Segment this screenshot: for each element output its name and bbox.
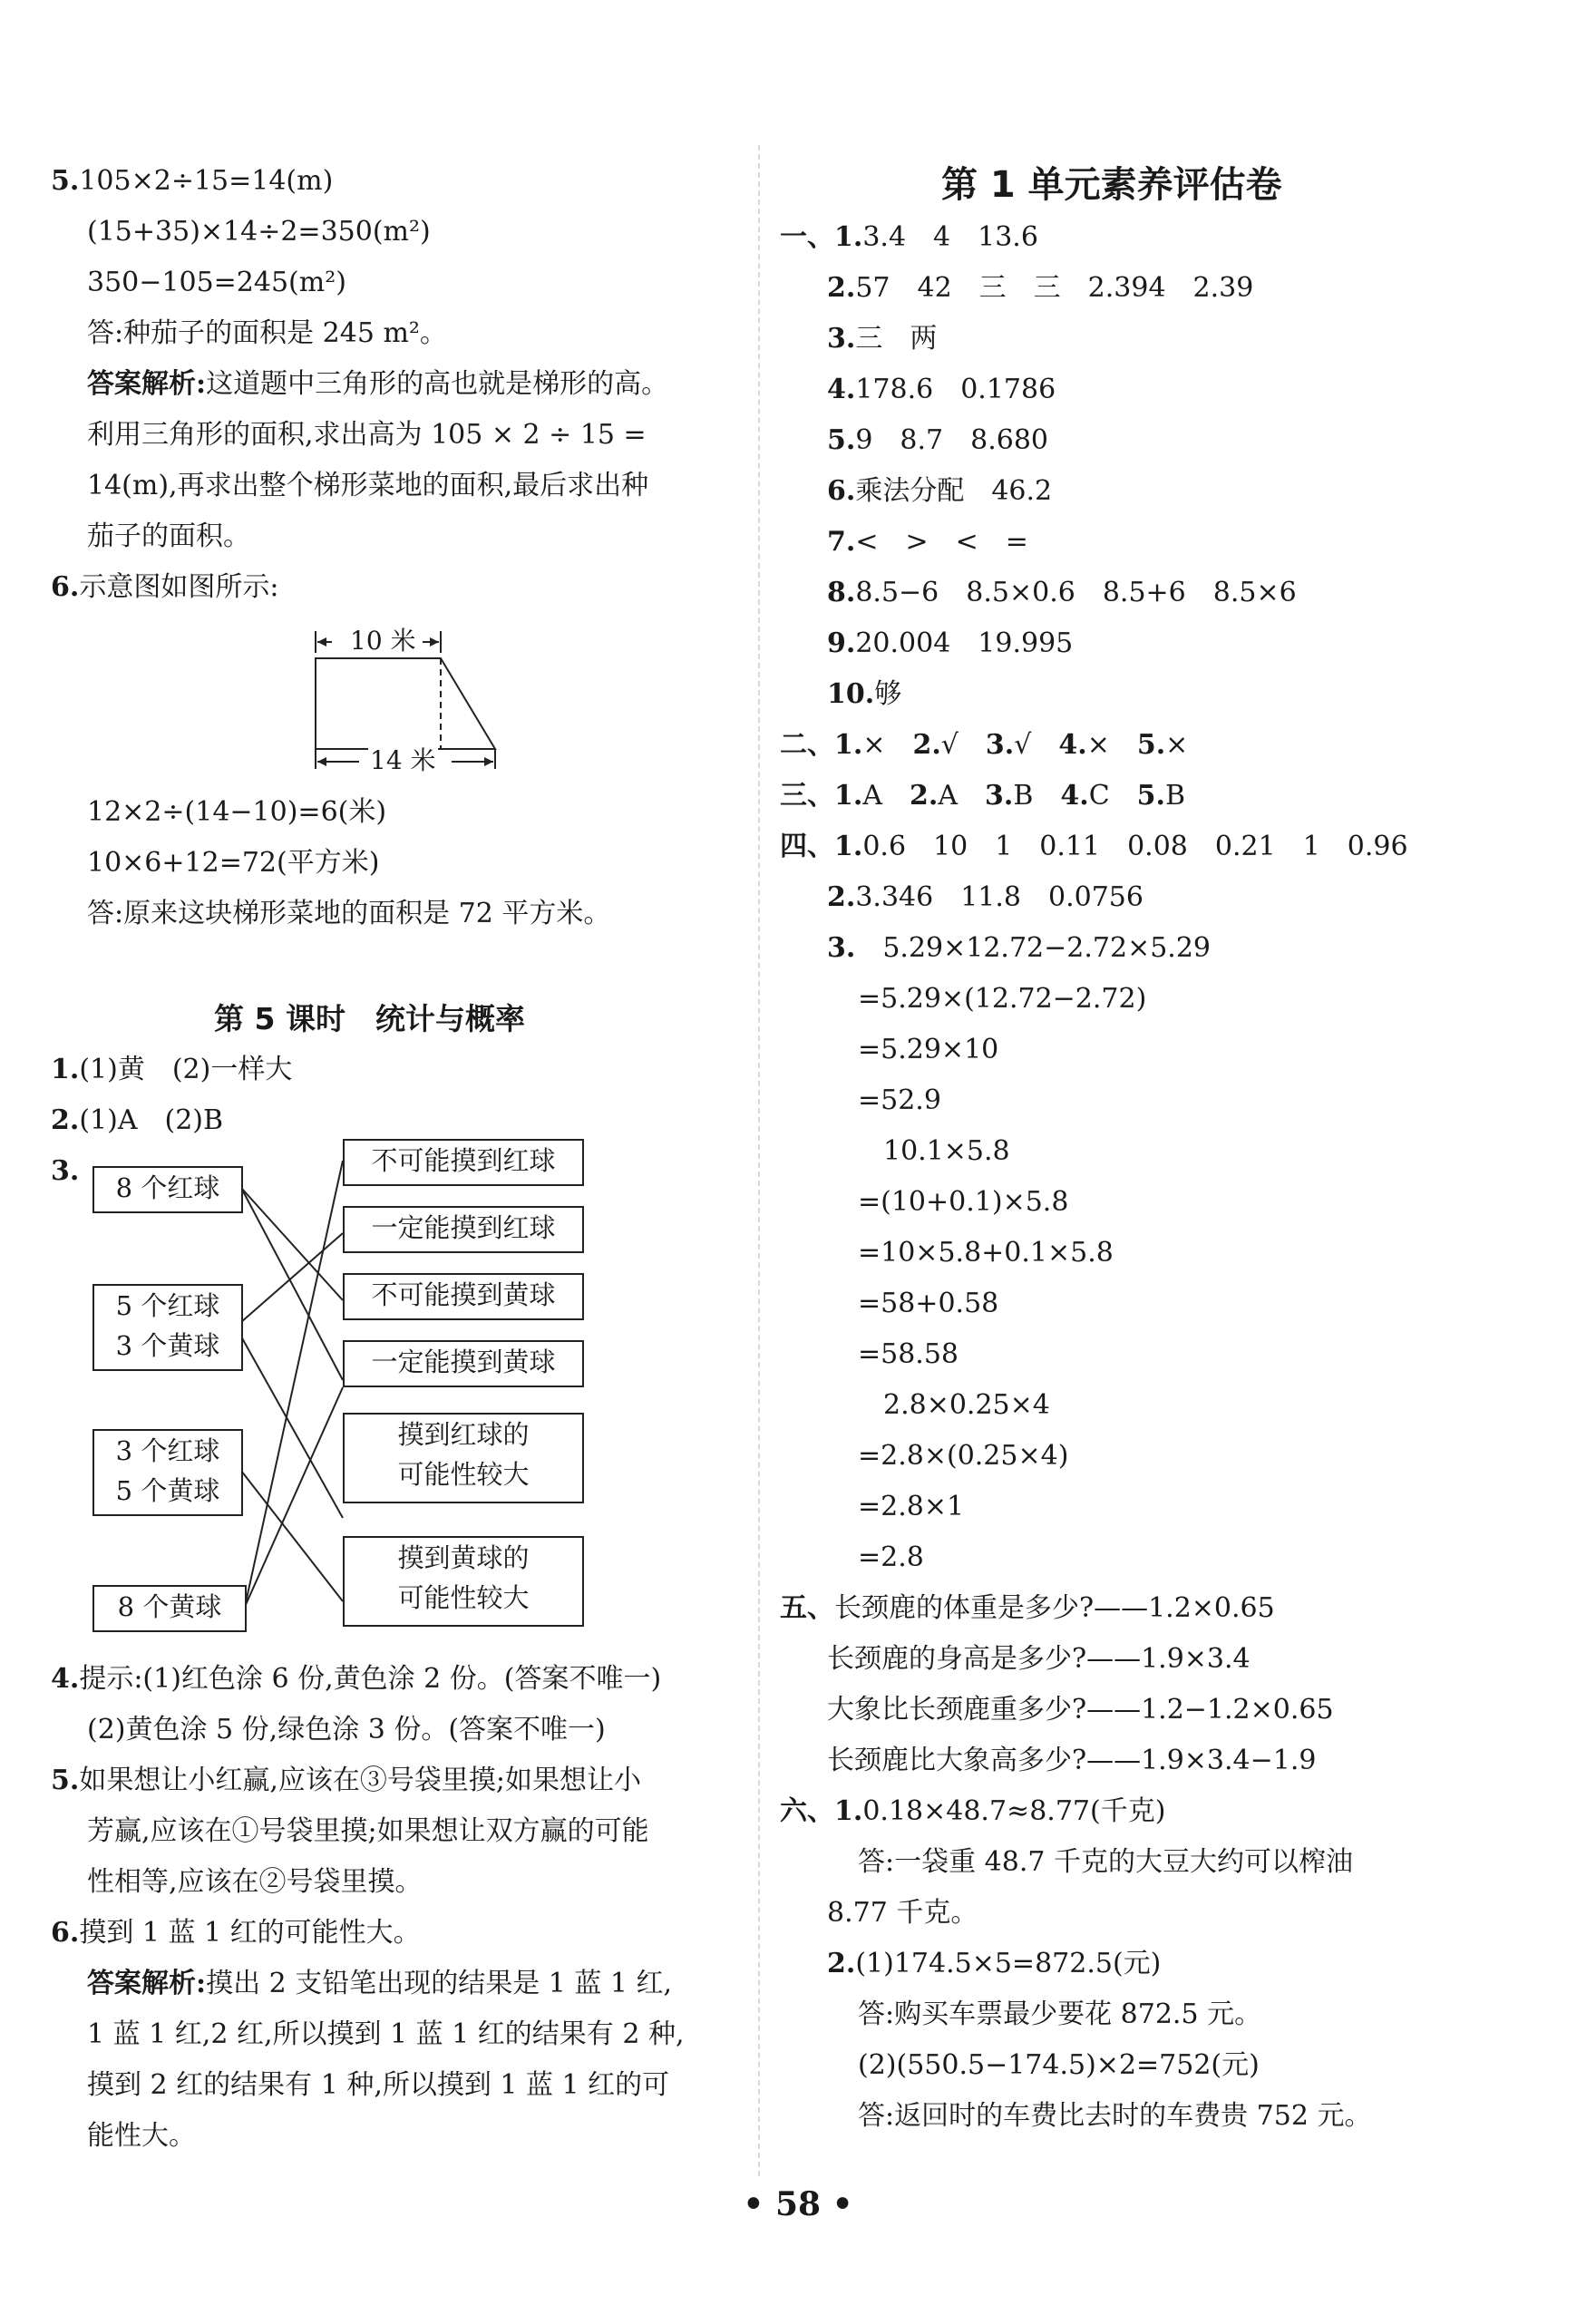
column-divider [758, 145, 760, 2176]
s3-number: 3. [51, 1155, 80, 1187]
item-text: 0.18×48.7≈8.77(千克) [862, 1795, 1166, 1827]
calc3-step-1: 2.8×0.25×4 [883, 1389, 1050, 1421]
result-box-text: 一定能摸到黄球 [371, 1347, 556, 1377]
analysis-text: 摸出 2 支铅笔出现的结果是 1 蓝 1 红, [206, 1968, 673, 1999]
item-number: 7. [827, 526, 856, 558]
s4-number: 4. [51, 1663, 80, 1695]
analysis-label: 答案解析: [87, 368, 207, 400]
result-box-text: 不可能摸到红球 [371, 1145, 556, 1176]
q5-formula-3: 350−105=245(m²) [87, 267, 346, 298]
item-number: 2. [827, 881, 856, 913]
p1-item-4 [827, 372, 1056, 408]
s4-text: 提示:(1)红色涂 6 份,黄色涂 2 份。(答案不唯一) [79, 1663, 662, 1695]
item-text: A [862, 780, 882, 812]
s2-number: 2. [51, 1104, 80, 1136]
part5-label: 五、 [780, 1592, 834, 1624]
ball-box-text: 5 个黄球 [115, 1475, 220, 1506]
item-text: √ [940, 729, 959, 761]
p1-item-7 [827, 524, 1028, 560]
q5-formula-1: 105×2÷15=14(m) [79, 165, 334, 197]
p1-item-3 [827, 321, 937, 357]
p1-item-2 [827, 270, 1253, 306]
calc2-step-1: 10.1×5.8 [883, 1135, 1010, 1167]
item-number: 9. [827, 627, 856, 659]
result-box-text: 不可能摸到黄球 [371, 1279, 556, 1310]
s6-text: 摸到 1 蓝 1 红的可能性大。 [79, 1917, 421, 1949]
result-box-cannot-yellow [343, 1273, 584, 1320]
p6-q1-answer-1: 答:一袋重 48.7 千克的大豆大约可以榨油 [858, 1846, 1353, 1878]
s6-analysis-line-1 [87, 1966, 672, 2002]
ball-box-text: 8 个红球 [115, 1172, 220, 1203]
s4-line-1 [51, 1661, 661, 1697]
item-number: 2. [827, 272, 856, 304]
item-text: 178.6 0.1786 [855, 374, 1056, 405]
item-text: 20.004 19.995 [855, 627, 1074, 659]
p6-q2-part-1 [827, 1946, 1161, 1982]
s6-number: 6. [51, 1917, 80, 1949]
item-number: 4. [827, 374, 856, 405]
p1-item-10 [827, 676, 901, 713]
calc3-step-4: =2.8 [858, 1541, 924, 1573]
diagram-top-label: 10 米 [350, 626, 416, 656]
ball-box-3-red-5-yellow [92, 1429, 243, 1516]
s6-analysis-line-2: 1 蓝 1 红,2 红,所以摸到 1 蓝 1 红的结果有 2 种, [87, 2018, 685, 2050]
part6-label: 六、 [780, 1795, 834, 1827]
item-text: × [1086, 729, 1110, 761]
ball-box-8-yellow [92, 1585, 247, 1632]
result-box-likely-red [343, 1413, 584, 1503]
section-title: 第 5 课时 统计与概率 [214, 1001, 525, 1036]
q5-number: 5. [51, 165, 80, 197]
q5-analysis-line-2: 利用三角形的面积,求出高为 105 × 2 ÷ 15 = [87, 419, 647, 451]
item-text: C [1088, 780, 1110, 812]
item-number: 2. [912, 729, 941, 761]
p5-line-4: 长颈鹿比大象高多少?——1.9×3.4−1.9 [827, 1745, 1317, 1776]
calc-step: 5.29×12.72−2.72×5.29 [882, 932, 1212, 964]
p5-line-1 [780, 1590, 1275, 1627]
analysis-text: 这道题中三角形的高也就是梯形的高。 [206, 368, 669, 400]
q6-number: 6. [51, 571, 80, 603]
item-number: 2. [827, 1948, 856, 1979]
result-box-text: 可能性较大 [397, 1582, 530, 1613]
ball-box-text: 3 个黄球 [115, 1330, 220, 1361]
item-number: 4. [1058, 729, 1087, 761]
p4-q1 [780, 829, 1408, 865]
q5-answer: 答:种茄子的面积是 245 m²。 [87, 317, 447, 349]
q6-formula-1: 12×2÷(14−10)=6(米) [87, 796, 387, 828]
part1-label: 一、 [780, 221, 834, 253]
p1-item-8 [827, 575, 1297, 611]
q6-answer: 答:原来这块梯形菜地的面积是 72 平方米。 [87, 898, 611, 929]
p6-q2-answer-2: 答:返回时的车费比去时的车费贵 752 元。 [858, 2100, 1372, 2132]
p5-text: 长颈鹿的体重是多少?——1.2×0.65 [834, 1592, 1275, 1624]
calc2-step-5: =58.58 [858, 1338, 959, 1370]
p2-line [780, 727, 1188, 763]
page-number: • 58 • [743, 2185, 853, 2223]
item-text: 3.4 4 13.6 [862, 221, 1038, 253]
p1-item-1 [780, 219, 1038, 256]
s5-number: 5. [51, 1765, 80, 1796]
item-text: 8.5−6 8.5×0.6 8.5+6 8.5×6 [855, 577, 1297, 608]
result-box-text: 摸到红球的 [397, 1419, 530, 1450]
item-text: B [1013, 780, 1034, 812]
s5-line-1 [51, 1763, 641, 1799]
p1-item-6 [827, 473, 1052, 510]
item-number: 2. [910, 780, 939, 812]
p5-line-2: 长颈鹿的身高是多少?——1.9×3.4 [827, 1643, 1251, 1675]
q6-formula-2: 10×6+12=72(平方米) [87, 847, 380, 879]
p1-item-5 [827, 423, 1048, 459]
p1-item-9 [827, 626, 1073, 662]
item-number: 6. [827, 475, 856, 507]
part2-label: 二、 [780, 729, 834, 761]
q5-formula-2: (15+35)×14÷2=350(m²) [87, 216, 431, 248]
calc1-step-4: =52.9 [858, 1084, 941, 1116]
calc3-step-3: =2.8×1 [858, 1491, 965, 1522]
item-number: 3. [985, 729, 1015, 761]
item-text: 3.346 11.8 0.0756 [855, 881, 1143, 913]
calc2-step-4: =58+0.58 [858, 1288, 999, 1319]
item-number: 1. [834, 221, 863, 253]
part3-label: 三、 [780, 780, 834, 812]
item-text: × [862, 729, 886, 761]
item-number: 3. [827, 323, 856, 355]
item-text: √ [1014, 729, 1032, 761]
item-text: B [1165, 780, 1186, 812]
item-number: 1. [834, 1795, 863, 1827]
q5-analysis-line-3: 14(m),再求出整个梯形菜地的面积,最后求出种 [87, 470, 649, 501]
result-box-likely-yellow [343, 1536, 584, 1627]
ball-box-text: 3 个红球 [115, 1435, 220, 1466]
item-number: 5. [1136, 729, 1166, 761]
calc1-step-3: =5.29×10 [858, 1034, 999, 1065]
diagram-bottom-label: 14 米 [370, 745, 436, 775]
s1-number: 1. [51, 1054, 80, 1085]
p4-q2 [827, 880, 1143, 916]
item-number: 1. [834, 729, 863, 761]
item-number: 5. [827, 424, 856, 456]
p3-line [780, 778, 1185, 814]
unit-title: 第 1 单元素养评估卷 [941, 164, 1282, 206]
item-text: 9 8.7 8.680 [855, 424, 1049, 456]
result-box-must-yellow [343, 1340, 584, 1387]
p6-q2-answer-1: 答:购买车票最少要花 872.5 元。 [858, 1998, 1262, 2030]
analysis-label: 答案解析: [87, 1968, 207, 1999]
s5-line-3: 性相等,应该在②号袋里摸。 [87, 1866, 423, 1898]
item-text: A [938, 780, 958, 812]
item-text: (1)174.5×5=872.5(元) [855, 1948, 1162, 1979]
item-text: 0.6 10 1 0.11 0.08 0.21 1 0.96 [862, 831, 1408, 862]
result-box-text: 摸到黄球的 [397, 1542, 530, 1573]
ball-box-text: 8 个黄球 [117, 1591, 222, 1622]
result-box-text: 可能性较大 [397, 1459, 530, 1490]
s2-text: (1)A (2)B [79, 1104, 224, 1136]
item-number: 8. [827, 577, 856, 608]
item-text: × [1165, 729, 1189, 761]
item-number: 1. [834, 780, 863, 812]
p6-q1-answer-2: 8.77 千克。 [827, 1897, 978, 1929]
s6-analysis-line-4: 能性大。 [87, 2120, 196, 2152]
s5-line-2: 芳赢,应该在①号袋里摸;如果想让双方赢的可能 [87, 1815, 649, 1847]
s1-text: (1)黄 (2)一样大 [79, 1054, 293, 1085]
p6-q1 [780, 1794, 1165, 1830]
s5-text: 如果想让小红赢,应该在③号袋里摸;如果想让小 [79, 1765, 641, 1796]
s6-analysis-line-3: 摸到 2 红的结果有 1 种,所以摸到 1 蓝 1 红的可 [87, 2069, 670, 2101]
calc1-step-2: =5.29×(12.72−2.72) [858, 983, 1147, 1015]
item-text: 三 两 [855, 323, 938, 355]
ball-box-text: 5 个红球 [115, 1290, 220, 1321]
item-text: 乘法分配 46.2 [855, 475, 1053, 507]
part4-label: 四、 [780, 831, 834, 862]
ball-box-8-red [92, 1166, 243, 1213]
item-number: 1. [834, 831, 863, 862]
item-text: 够 [874, 678, 902, 710]
calc2-step-3: =10×5.8+0.1×5.8 [858, 1237, 1114, 1269]
item-text: < > < = [855, 526, 1028, 558]
result-box-cannot-red [343, 1139, 584, 1186]
q6-intro: 示意图如图所示: [79, 571, 279, 603]
item-number: 3. [985, 780, 1014, 812]
result-box-must-red [343, 1206, 584, 1253]
p5-line-3: 大象比长颈鹿重多少?——1.2−1.2×0.65 [827, 1694, 1334, 1726]
result-box-text: 一定能摸到红球 [371, 1212, 556, 1243]
item-number: 5. [1136, 780, 1165, 812]
item-number: 10. [827, 678, 875, 710]
p6-q2-part-2: (2)(550.5−174.5)×2=752(元) [858, 2049, 1260, 2081]
item-text: 57 42 三 三 2.394 2.39 [855, 272, 1254, 304]
q5-analysis-line-4: 茄子的面积。 [87, 520, 250, 552]
p4-q3-line-1 [827, 930, 1211, 967]
s6-line-1 [51, 1915, 421, 1951]
ball-box-5-red-3-yellow [92, 1284, 243, 1371]
calc2-step-2: =(10+0.1)×5.8 [858, 1186, 1069, 1218]
s4-line-2: (2)黄色涂 5 份,绿色涂 3 份。(答案不唯一) [87, 1714, 606, 1745]
item-number: 3. [827, 932, 856, 964]
item-number: 4. [1060, 780, 1089, 812]
calc3-step-2: =2.8×(0.25×4) [858, 1440, 1069, 1472]
